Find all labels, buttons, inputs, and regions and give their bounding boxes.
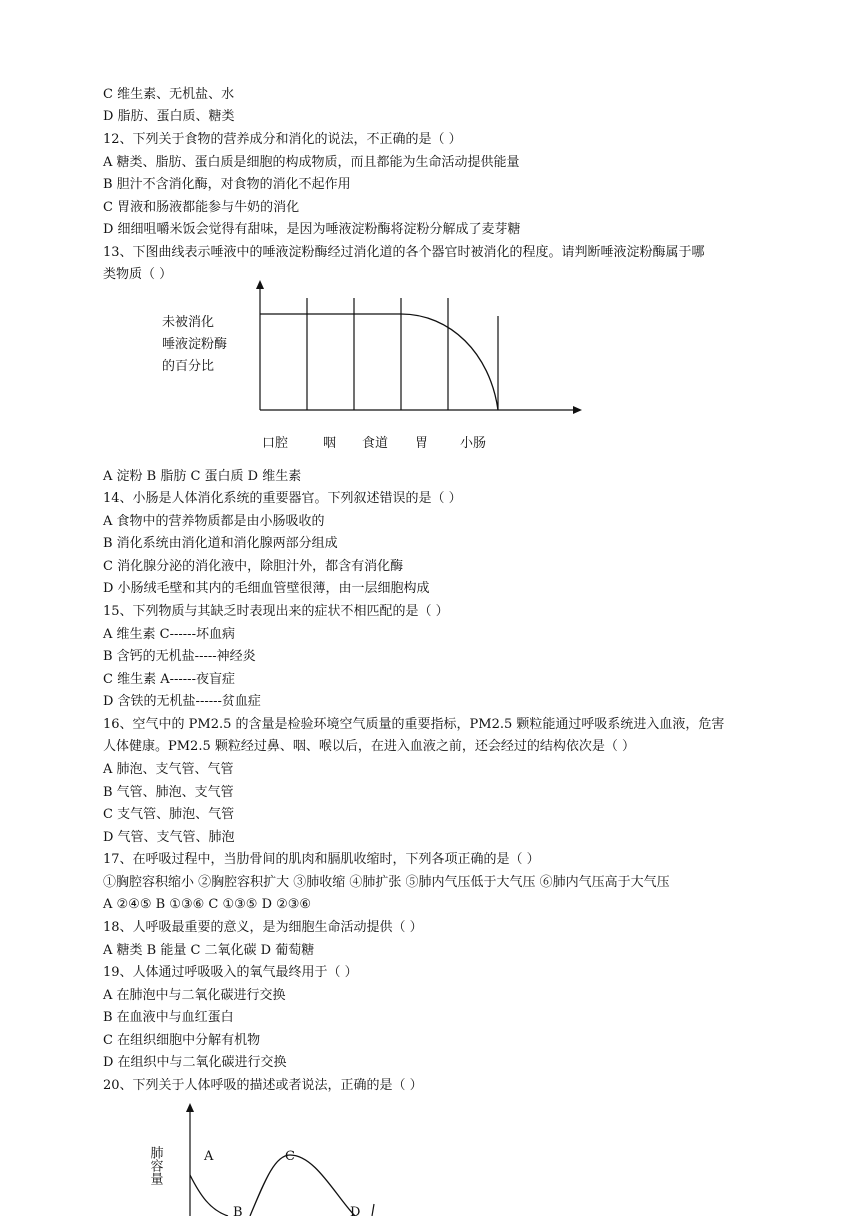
option-line: A 食物中的营养物质都是由小肠吸收的 — [103, 514, 325, 529]
option-line: D 小肠绒毛壁和其内的毛细血管壁很薄，由一层细胞构成 — [103, 581, 430, 596]
option-line: D 气管、支气管、肺泡 — [103, 830, 235, 845]
option-line: B 胆汁不含消化酶，对食物的消化不起作用 — [103, 177, 351, 192]
point-label: A — [204, 1149, 214, 1164]
question-13-cont: 类物质（ ） — [103, 267, 173, 282]
point-label: C — [285, 1149, 295, 1164]
y-axis-arrow — [186, 1103, 194, 1112]
y-label-line: 未被消化 — [162, 315, 215, 330]
digestion-curve-figure — [150, 278, 600, 458]
option-line: C 维生素 A------夜盲症 — [103, 672, 235, 687]
option-line: B 消化系统由消化道和消化腺两部分组成 — [103, 536, 338, 551]
x-tick-label: 口腔 — [262, 436, 289, 451]
question-16: 16、空气中的 PM2.5 的含量是检验环境空气质量的重要指标，PM2.5 颗粒能通过呼吸系统进入血液，危害 — [103, 717, 725, 732]
option-line: D 含铁的无机盐------贫血症 — [103, 694, 261, 709]
y-axis-arrow — [256, 280, 264, 289]
x-tick-label: 小肠 — [460, 436, 487, 451]
option-line: C 消化腺分泌的消化液中，除胆汁外，都含有消化酶 — [103, 559, 404, 574]
d-marker-line — [372, 1204, 374, 1216]
question-16-cont: 人体健康。PM2.5 颗粒经过鼻、咽、喉以后，在进入血液之前，还会经过的结构依次是（ ） — [103, 739, 635, 754]
question-15: 15、下列物质与其缺乏时表现出来的症状不相匹配的是（ ） — [103, 604, 449, 619]
y-label-char: 肺容量 — [147, 1146, 163, 1185]
option-line: C 维生素、无机盐、水 — [103, 87, 235, 102]
option-line: C 胃液和肠液都能参与牛奶的消化 — [103, 200, 300, 215]
x-tick-label: 咽 — [323, 436, 337, 451]
x-tick-label: 食道 — [362, 436, 389, 451]
option-line: B 含钙的无机盐-----神经炎 — [103, 649, 256, 664]
option-line: B 在血液中与血红蛋白 — [103, 1010, 234, 1025]
option-line: A 糖类、脂肪、蛋白质是细胞的构成物质，而且都能为生命活动提供能量 — [103, 155, 520, 170]
question-20: 20、下列关于人体呼吸的描述或者说法，正确的是（ ） — [103, 1078, 423, 1093]
lung-volume-figure — [140, 1100, 400, 1216]
question-13: 13、下图曲线表示唾液中的唾液淀粉酶经过消化道的各个器官时被消化的程度。请判断唾液淀粉酶属于哪 — [103, 245, 705, 260]
question-19: 19、人体通过呼吸吸入的氧气最终用于（ ） — [103, 965, 358, 980]
point-label: D — [350, 1205, 361, 1216]
y-label-line: 的百分比 — [162, 359, 215, 374]
options-18: A 糖类 B 能量 C 二氧化碳 D 葡萄糖 — [103, 943, 315, 958]
option-line: C 支气管、肺泡、气管 — [103, 807, 235, 822]
x-tick-label: 胃 — [415, 436, 429, 451]
volume-curve — [190, 1155, 355, 1216]
enzyme-curve — [260, 314, 498, 410]
question-18: 18、人呼吸最重要的意义，是为细胞生命活动提供（ ） — [103, 920, 423, 935]
option-line: D 在组织中与二氧化碳进行交换 — [103, 1055, 287, 1070]
statements-17: ①胸腔容积缩小 ②胸腔容积扩大 ③肺收缩 ④肺扩张 ⑤肺内气压低于大气压 ⑥肺内气压高于大气压 — [103, 875, 670, 890]
question-17: 17、在呼吸过程中，当肋骨间的肌肉和膈肌收缩时，下列各项正确的是（ ） — [103, 852, 540, 867]
options-13: A 淀粉 B 脂肪 C 蛋白质 D 维生素 — [103, 469, 302, 484]
option-line: C 在组织细胞中分解有机物 — [103, 1033, 261, 1048]
option-line: B 气管、肺泡、支气管 — [103, 785, 234, 800]
x-axis-arrow — [573, 406, 582, 414]
option-line: A 维生素 C------坏血病 — [103, 627, 235, 642]
options-17: A ②④⑤ B ①③⑥ C ①③⑤ D ②③⑥ — [103, 897, 312, 912]
question-12: 12、下列关于食物的营养成分和消化的说法，不正确的是（ ） — [103, 132, 462, 147]
option-line: A 肺泡、支气管、气管 — [103, 762, 234, 777]
question-14: 14、小肠是人体消化系统的重要器官。下列叙述错误的是（ ） — [103, 491, 462, 506]
y-label-line: 唾液淀粉酶 — [162, 337, 228, 352]
option-line: A 在肺泡中与二氧化碳进行交换 — [103, 988, 286, 1003]
option-line: D 细细咀嚼米饭会觉得有甜味，是因为唾液淀粉酶将淀粉分解成了麦芽糖 — [103, 222, 521, 237]
option-line: D 脂肪、蛋白质、糖类 — [103, 109, 235, 124]
point-label: B — [233, 1205, 243, 1216]
